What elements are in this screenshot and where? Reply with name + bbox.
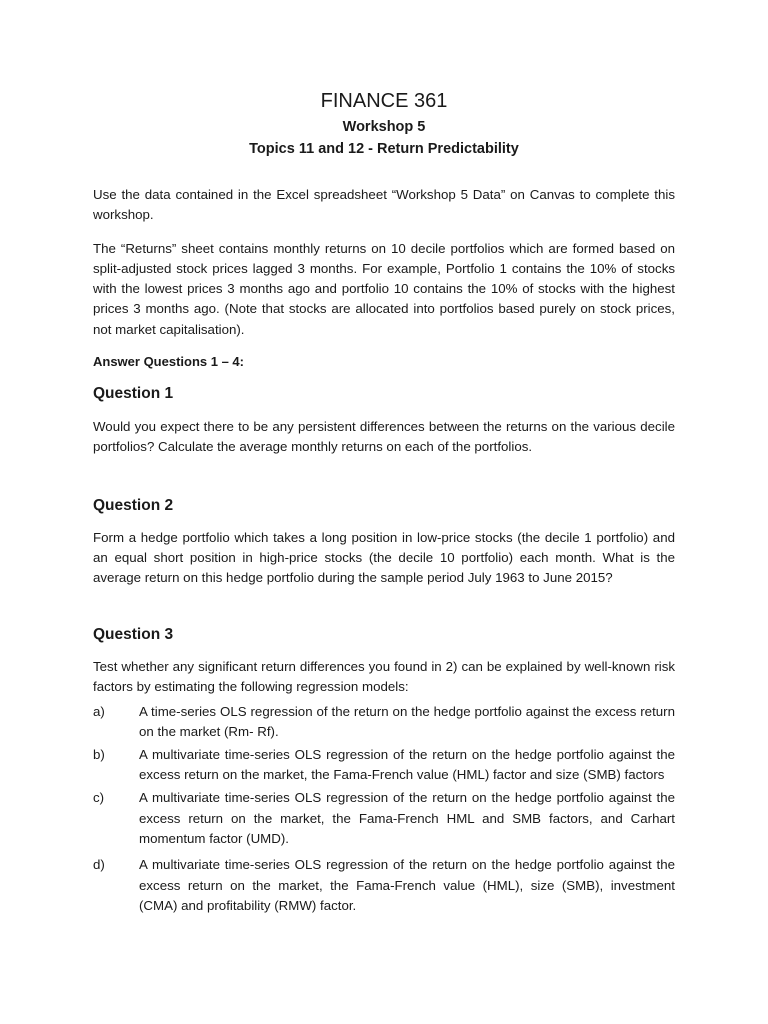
- question-1-heading: Question 1: [93, 385, 174, 403]
- question-2-body: Form a hedge portfolio which takes a long position in low-price stocks (the decile 1 portfolio) and an equal short position in high-price stocks (the decile 10 portfolio) each month. What is the average return on this hedge portfolio during the sample period July 1963 to June 2015?: [93, 529, 675, 586]
- question-2-heading: Question 2: [93, 496, 174, 514]
- list-text: A multivariate time-series OLS regression of the return on the hedge portfolio against the excess return on the market, the Fama-French value (HML) factor and size (SMB) factors: [139, 746, 675, 783]
- answer-questions-label: Answer Questions 1 – 4:: [93, 354, 244, 370]
- question-1-body: Would you expect there to be any persistent differences between the returns on the various decile portfolios? Calculate the average monthly returns on each of the portfolios.: [93, 419, 675, 455]
- workshop-subtitle: Workshop 5: [342, 119, 426, 135]
- document-title: FINANCE 361: [320, 90, 448, 112]
- list-item-d: [93, 855, 675, 916]
- intro-paragraph-2: The “Returns” sheet contains monthly returns on 10 decile portfolios which are formed based on split-adjusted stock prices lagged 3 months. For example, Portfolio 1 contains the 10% of stocks with the lowest prices 3 months ago and portfolio 10 contains the 10% of stocks with the highest prices 3 months ago. (Note that stocks are allocated into portfolios based purely on stock prices, not market capitalisation).: [93, 240, 675, 337]
- list-text: A multivariate time-series OLS regression of the return on the hedge portfolio against the excess return on the market, the Fama-French HML and SMB factors, and Carhart momentum factor (UMD).: [139, 790, 675, 846]
- list-item-c: [93, 788, 675, 849]
- topics-subtitle: Topics 11 and 12 - Return Predictability: [249, 141, 519, 157]
- list-text: A multivariate time-series OLS regression of the return on the hedge portfolio against the excess return on the market, the Fama-French value (HML), size (SMB), investment (CMA) and profitability (RMW) factor.: [139, 857, 675, 913]
- list-text: A time-series OLS regression of the return on the hedge portfolio against the excess return on the market (Rm- Rf).: [139, 704, 675, 740]
- question-3-heading: Question 3: [93, 625, 174, 643]
- list-marker: d): [93, 857, 105, 873]
- list-item-a: [93, 702, 675, 743]
- list-marker: c): [93, 790, 105, 806]
- list-marker: a): [93, 704, 105, 720]
- document-page: [93, 86, 675, 916]
- list-item-b: [93, 745, 675, 786]
- question-3-body: Test whether any significant return differences you found in 2) can be explained by well-known risk factors by estimating the following regression models:: [93, 658, 675, 694]
- intro-paragraph-1: Use the data contained in the Excel spreadsheet “Workshop 5 Data” on Canvas to complete this workshop.: [93, 187, 675, 223]
- list-marker: b): [93, 746, 105, 762]
